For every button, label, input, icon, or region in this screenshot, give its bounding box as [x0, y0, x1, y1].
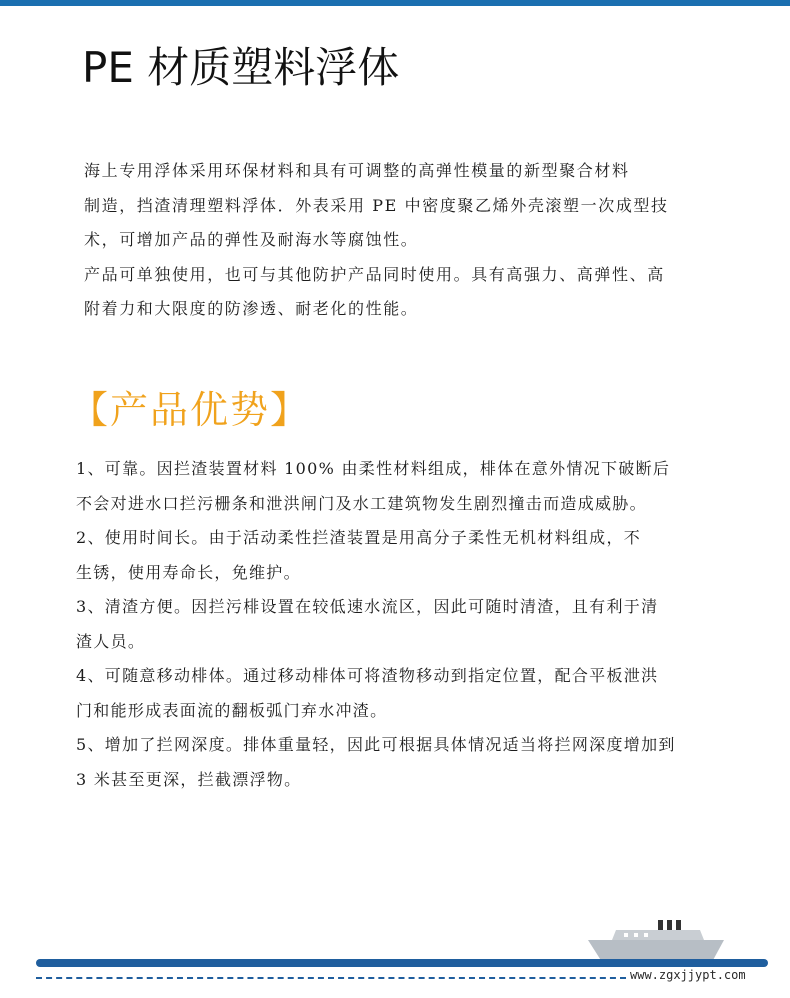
watermark-text: www.zgxjjypt.com	[630, 968, 746, 982]
footer-bar	[36, 959, 768, 967]
advantage-line: 1、可靠。因拦渣装置材料 100% 由柔性材料组成，棑体在意外情况下破断后	[76, 459, 671, 478]
intro-text	[84, 154, 764, 327]
intro-line: 产品可单独使用，也可与其他防护产品同时使用。具有高强力、高弹性、高	[84, 264, 665, 284]
footer-dashed-line	[36, 977, 626, 979]
intro-line: 术，可增加产品的弹性及耐海水等腐蚀性。	[84, 230, 419, 249]
intro-line: 制造，挡渣清理塑料浮体．外表采用 PE 中密度聚乙烯外壳滚塑一次成型技	[84, 195, 669, 215]
advantage-line: 渣人员。	[76, 631, 146, 651]
section-heading-advantages: 【产品优势】	[70, 388, 311, 432]
advantage-line: 门和能形成表面流的翻板弧门弃水冲渣。	[76, 700, 388, 720]
top-divider	[0, 0, 790, 6]
advantage-line: 4、可随意移动棑体。通过移动棑体可将渣物移动到指定位置，配合平板泄洪	[76, 666, 659, 685]
advantage-line: 3 米甚至更深，拦截漂浮物。	[76, 769, 302, 789]
advantages-list	[76, 452, 776, 797]
advantage-line: 3、清渣方便。因拦污棑设置在较低速水流区，因此可随时清渣，且有利于清	[76, 597, 659, 616]
advantage-line: 5、增加了拦网深度。排体重量轻，因此可根据具体情况适当将拦网深度增加到	[76, 735, 676, 754]
intro-line: 海上专用浮体采用环保材料和具有可调整的高弹性模量的新型聚合材料	[84, 161, 630, 180]
page-title: PE 材质塑料浮体	[82, 43, 400, 92]
advantage-line: 不会对进水口拦污栅条和泄洪闸门及水工建筑物发生剧烈撞击而造成威胁。	[76, 493, 647, 513]
advantage-line: 2、使用时间长。由于活动柔性拦渣装置是用高分子柔性无机材料组成，不	[76, 528, 642, 547]
intro-line: 附着力和大限度的防渗透、耐老化的性能。	[84, 299, 419, 318]
advantage-line: 生锈，使用寿命长，免维护。	[76, 562, 301, 582]
